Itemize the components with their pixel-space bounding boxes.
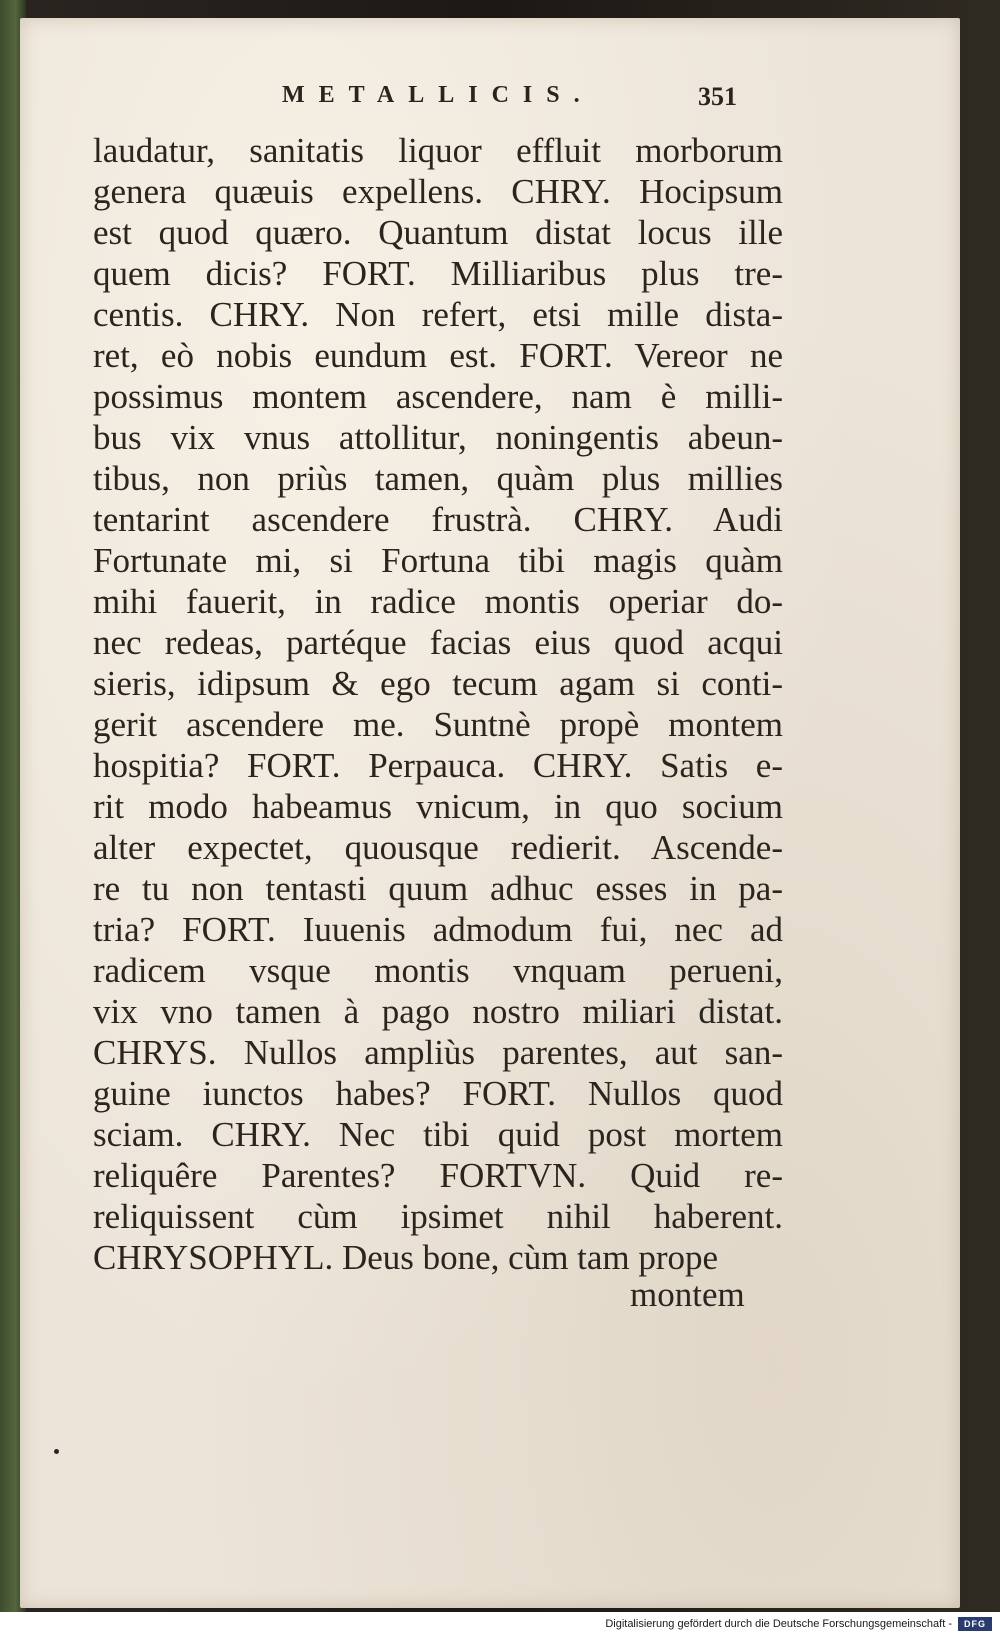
- page-header: [20, 82, 960, 122]
- page-number: 351: [698, 82, 737, 111]
- body-text: [93, 130, 783, 1278]
- running-head: METALLICIS.: [282, 82, 594, 108]
- text-line: rit modo habeamus vnicum, in quo socium: [93, 787, 783, 826]
- text-line: CHRYSOPHYL. Deus bone, cùm tam prope: [93, 1238, 719, 1277]
- text-line: CHRYS. Nullos ampliùs parentes, aut san-: [93, 1033, 783, 1072]
- text-line: genera quæuis expellens. CHRY. Hocipsum: [93, 172, 783, 211]
- book-page: [20, 18, 960, 1608]
- text-line: tibus, non priùs tamen, quàm plus millies: [93, 459, 783, 498]
- text-line: tentarint ascendere frustrà. CHRY. Audi: [93, 500, 783, 539]
- text-line: sieris, idipsum & ego tecum agam si conti-: [93, 664, 783, 703]
- footer-credit: Digitalisierung gefördert durch die Deutsche Forschungsgemeinschaft -: [605, 1618, 952, 1630]
- text-line: sciam. CHRY. Nec tibi quid post mortem: [93, 1115, 783, 1154]
- text-line: Fortunate mi, si Fortuna tibi magis quàm: [93, 541, 783, 580]
- text-line: bus vix vnus attollitur, noningentis abeun-: [93, 418, 783, 457]
- text-line: guine iunctos habes? FORT. Nullos quod: [93, 1074, 783, 1113]
- text-line: nec redeas, partéque facias eius quod acqui: [93, 623, 783, 662]
- text-line: reliquissent cùm ipsimet nihil haberent.: [93, 1197, 783, 1236]
- ink-dot: [54, 1449, 59, 1454]
- text-line: re tu non tentasti quum adhuc esses in pa-: [93, 869, 783, 908]
- dfg-logo-icon: DFG: [958, 1617, 992, 1631]
- text-line: gerit ascendere me. Suntnè propè montem: [93, 705, 783, 744]
- text-line: radicem vsque montis vnquam perueni,: [93, 951, 783, 990]
- text-line: quem dicis? FORT. Milliaribus plus tre-: [93, 254, 783, 293]
- text-line: alter expectet, quousque redierit. Ascende-: [93, 828, 783, 867]
- text-line: est quod quæro. Quantum distat locus ille: [93, 213, 783, 252]
- catchword: montem: [630, 1275, 745, 1314]
- text-line: possimus montem ascendere, nam è milli-: [93, 377, 783, 416]
- text-line: vix vno tamen à pago nostro miliari distat.: [93, 992, 783, 1031]
- text-line: hospitia? FORT. Perpauca. CHRY. Satis e-: [93, 746, 783, 785]
- text-line: laudatur, sanitatis liquor effluit morborum: [93, 131, 783, 170]
- text-line: centis. CHRY. Non refert, etsi mille dista-: [93, 295, 783, 334]
- text-line: mihi fauerit, in radice montis operiar do-: [93, 582, 783, 621]
- text-line: ret, eò nobis eundum est. FORT. Vereor ne: [93, 336, 783, 375]
- text-line: reliquêre Parentes? FORTVN. Quid re-: [93, 1156, 783, 1195]
- digitization-footer: [0, 1612, 1000, 1637]
- text-line: tria? FORT. Iuuenis admodum fui, nec ad: [93, 910, 783, 949]
